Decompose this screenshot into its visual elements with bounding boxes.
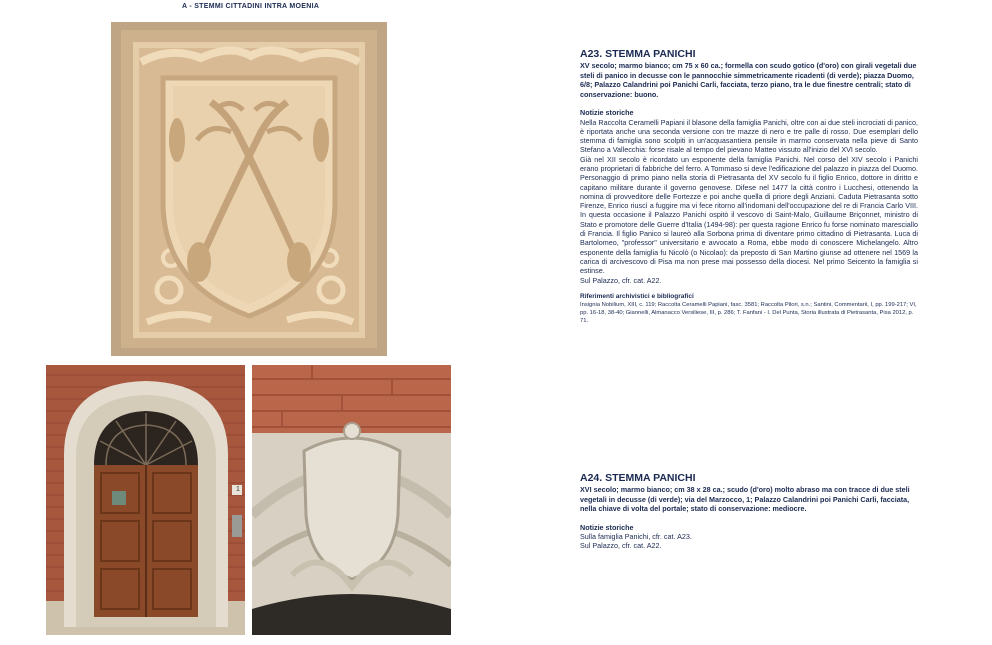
notes-paragraph: Sulla famiglia Panichi, cfr. cat. A23. bbox=[580, 532, 692, 541]
coat-of-arms-photo bbox=[111, 22, 387, 356]
portal-image bbox=[46, 365, 245, 635]
entry-title: A24. STEMMA PANICHI bbox=[580, 472, 696, 484]
entry-title: A23. STEMMA PANICHI bbox=[580, 48, 696, 60]
notes-paragraph: Sul Palazzo, cfr. cat. A22. bbox=[580, 541, 662, 551]
keystone-photo bbox=[252, 365, 451, 635]
portal-photo bbox=[46, 365, 245, 635]
references-title: Riferimenti archivistici e bibliografici bbox=[580, 292, 694, 300]
notes-title: Notizie storiche bbox=[580, 108, 634, 117]
entry-description: XV secolo; marmo bianco; cm 75 x 60 ca.; formella con scudo gotico (d'oro) con girali vegetali due steli di panico in decusse con le pannocchie simmetricamente ricadenti (di verde); piazza Duomo, 6/8; Palazzo Calandrini poi Panichi Carli, facciata, terzo piano, tra le due finestre centrali; stato di conservazione: buono. bbox=[580, 61, 917, 99]
keystone-image bbox=[252, 365, 451, 635]
entry-a24 bbox=[580, 472, 918, 551]
notes-paragraph: Già nel XII secolo è ricordato un esponente della famiglia Panichi. Nel corso del XIV secolo i Panichi erano proprietari di fabbriche del ferro. A Tommaso si deve l'edificazione del palazzo in piazza del Duomo. Personaggio di primo piano nella storia di Pietrasanta del XV secolo fu il figlio Enrico, dottore in diritto e capitano militare durante il governo genovese. Difese nel 1477 la città contro i Lucchesi, ottenendo la nomina di provveditore delle Fortezze e poi anche quella di priore degli Anziani. Caduta Pietrasanta sotto Firenze, Enrico riuscì a fuggire ma vi fece ritorno all'indomani dell'occupazione del re di Francia Carlo VIII. In questa occasione il Palazzo Panichi ospitò il vescovo di Saint-Malo, Guillaume Briçonnet, ministro di Stato e promotore delle Guerre d'Italia (1494-98): per questa ragione Enrico fu forse nominato maresciallo di Francia. Il figlio Panico si laureò alla Sorbona prima di diventare primo cittadino di Pietrasanta. Luca di Bartolomeo, "professor" universitario e avvocato a Roma, ebbe modo di conoscere Michelangelo. Altro esponente della famiglia fu Nicolò (o Nicolao): da preposto di San Martino giunse ad ottenere nel 1569 la carica di arcivescovo di Pisa ma non prese mai possesso della diocesi. Nel primo Seicento la famiglia si estinse. bbox=[580, 154, 918, 276]
section-header: A - STEMMI CITTADINI INTRA MOENIA bbox=[182, 3, 320, 10]
entry-description: XVI secolo; marmo bianco; cm 38 x 28 ca.; scudo (d'oro) molto abraso ma con tracce di due steli vegetali in decusse (di verde); via del Marzocco, 1; Palazzo Calandrini poi Panichi Carli, facciata, nella chiave di volta del portale; stato di conservazione: mediocre. bbox=[580, 485, 910, 513]
notes-paragraph: Sul Palazzo, cfr. cat. A22. bbox=[580, 275, 662, 285]
entry-a23 bbox=[580, 48, 918, 325]
notes-title: Notizie storiche bbox=[580, 522, 634, 532]
coat-of-arms-image bbox=[111, 22, 387, 356]
door-number: 1 bbox=[236, 486, 240, 493]
references-text: Insignia Nobilium, XIII, c. 119; Raccolta Ceramelli Papiani, fasc. 3581; Raccolta Pilori, s.n.; Santini, Commentarii, I, pp. 199-217; VI, pp. 16-18, 38-40; Giannelli, Almanacco Versiliese, III, p. 286; T. Fanfani - I. Del Punta, Storia illustrata di Pietrasanta, Pisa 2012, p. 71. bbox=[580, 301, 917, 324]
notes-paragraph: Nella Raccolta Ceramelli Papiani il blasone della famiglia Panichi, oltre con ai due steli incrociati di panico, è riportata anche una seconda versione con tre mazze di nero e tre palle di rosso. Due esemplari dello stemma di famiglia sono scolpiti in un'acquasantiera pensile in marmo conservata nella pieve di Santo Stefano a Vallecchia: forse risale al tempo del pievano Matteo vissuto all'inizio del XVI secolo. bbox=[580, 117, 918, 155]
